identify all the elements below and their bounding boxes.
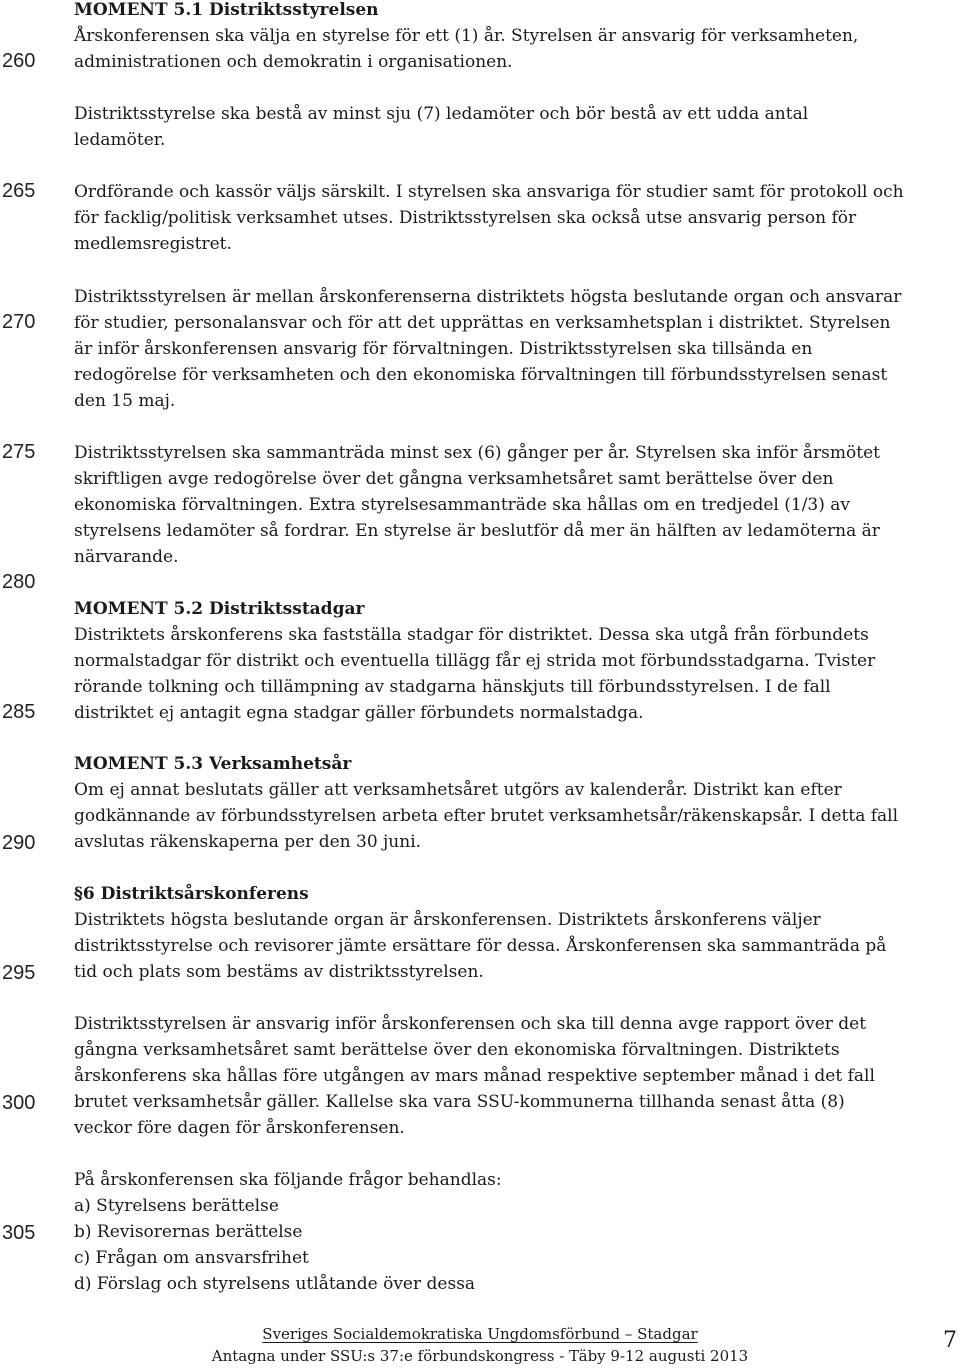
text-line: för facklig/politisk verksamhet utses. Distriktsstyrelsen ska också utse ansvarig person för: [74, 208, 857, 228]
text-line: veckor före dagen för årskonferensen.: [74, 1118, 405, 1138]
line-number-270: 270: [2, 311, 36, 333]
text-line: styrelsens ledamöter så fordrar. En styrelse är beslutför då mer än hälften av ledamöterna är: [74, 521, 880, 541]
text-line: Om ej annat beslutats gäller att verksamhetsåret utgörs av kalenderår. Distrikt kan efter: [74, 780, 842, 800]
text-line: administrationen och demokratin i organisationen.: [74, 52, 513, 72]
text-line: normalstadgar för distrikt och eventuella tillägg får ej strida mot förbundsstadgarna. Tvister: [74, 651, 876, 671]
text-line: ledamöter.: [74, 130, 166, 150]
text-line: Distriktsstyrelsen är ansvarig inför årskonferensen och ska till denna avge rapport över det: [74, 1014, 867, 1034]
text-line: brutet verksamhetsår gäller. Kallelse ska vara SSU-kommunerna tillhanda senast åtta (8): [74, 1092, 845, 1112]
section-heading-moment-5-1: MOMENT 5.1 Distriktsstyrelsen: [74, 0, 379, 20]
line-number-295: 295: [2, 962, 36, 984]
text-line: för studier, personalansvar och för att det upprättas en verksamhetsplan i distriktet. Styrelsen: [74, 313, 891, 333]
line-number-275: 275: [2, 441, 36, 463]
text-line: skriftligen avge redogörelse över det gångna verksamhetsåret samt berättelse över den: [74, 469, 834, 489]
page-number: 7: [943, 1328, 957, 1353]
text-line: gångna verksamhetsåret samt berättelse över den ekonomiska förvaltningen. Distriktets: [74, 1040, 840, 1060]
text-line: Distriktets årskonferens ska fastställa stadgar för distriktet. Dessa ska utgå från förbundets: [74, 625, 869, 645]
footer-adoption-note: Antagna under SSU:s 37:e förbundskongress - Täby 9-12 augusti 2013: [211, 1347, 749, 1365]
text-line: Distriktsstyrelsen är mellan årskonferenserna distriktets högsta beslutande organ och ansvarar: [74, 287, 902, 307]
section-heading-paragraph-6: §6 Distriktsårskonferens: [74, 884, 309, 904]
text-line: Ordförande och kassör väljs särskilt. I styrelsen ska ansvariga för studier samt för protokoll och: [74, 182, 904, 202]
list-item: b) Revisorernas berättelse: [74, 1222, 303, 1242]
text-line: avslutas räkenskaperna per den 30 juni.: [74, 832, 422, 852]
text-line: godkännande av förbundsstyrelsen arbeta efter brutet verksamhetsår/räkenskapsår. I detta fall: [74, 806, 899, 826]
line-number-260: 260: [2, 50, 36, 72]
section-heading-moment-5-2: MOMENT 5.2 Distriktsstadgar: [74, 599, 365, 619]
text-line: medlemsregistret.: [74, 234, 232, 254]
text-line: redogörelse för verksamheten och den ekonomiska förvaltningen till förbundsstyrelsen senast: [74, 365, 888, 385]
text-line: distriktsstyrelse och revisorer jämte ersättare för dessa. Årskonferensen ska sammanträda på: [74, 936, 887, 956]
text-line: ekonomiska förvaltningen. Extra styrelsesammanträde ska hållas om en tredjedel (1/3) av: [74, 495, 851, 515]
text-line: är inför årskonferensen ansvarig för förvaltningen. Distriktsstyrelsen ska tillsända en: [74, 339, 813, 359]
section-heading-moment-5-3: MOMENT 5.3 Verksamhetsår: [74, 754, 352, 774]
line-number-280: 280: [2, 571, 36, 593]
list-item: a) Styrelsens berättelse: [74, 1196, 279, 1216]
line-number-290: 290: [2, 832, 36, 854]
text-line: den 15 maj.: [74, 391, 176, 411]
page-footer: [200, 1323, 760, 1367]
line-number-285: 285: [2, 701, 36, 723]
list-item: d) Förslag och styrelsens utlåtande över dessa: [74, 1274, 476, 1294]
text-line: Distriktsstyrelse ska bestå av minst sju (7) ledamöter och bör bestå av ett udda antal: [74, 104, 809, 124]
text-line: På årskonferensen ska följande frågor behandlas:: [74, 1170, 502, 1190]
text-line: närvarande.: [74, 547, 179, 567]
text-line: Distriktsstyrelsen ska sammanträda minst sex (6) gånger per år. Styrelsen ska inför årsmötet: [74, 443, 880, 463]
line-number-305: 305: [2, 1222, 36, 1244]
text-line: distriktet ej antagit egna stadgar gäller förbundets normalstadga.: [74, 703, 644, 723]
list-item: c) Frågan om ansvarsfrihet: [74, 1248, 309, 1268]
text-line: tid och plats som bestäms av distriktsstyrelsen.: [74, 962, 484, 982]
text-line: Årskonferensen ska välja en styrelse för ett (1) år. Styrelsen är ansvarig för verksamheten,: [74, 26, 859, 46]
text-line: Distriktets högsta beslutande organ är årskonferensen. Distriktets årskonferens väljer: [74, 910, 821, 930]
footer-organization: Sveriges Socialdemokratiska Ungdomsförbund – Stadgar: [262, 1325, 698, 1343]
line-number-300: 300: [2, 1092, 36, 1114]
text-line: rörande tolkning och tillämpning av stadgarna hänskjuts till förbundsstyrelsen. I de fall: [74, 677, 831, 697]
text-line: årskonferens ska hållas före utgången av mars månad respektive september månad i det fall: [74, 1066, 875, 1086]
line-number-265: 265: [2, 180, 36, 202]
